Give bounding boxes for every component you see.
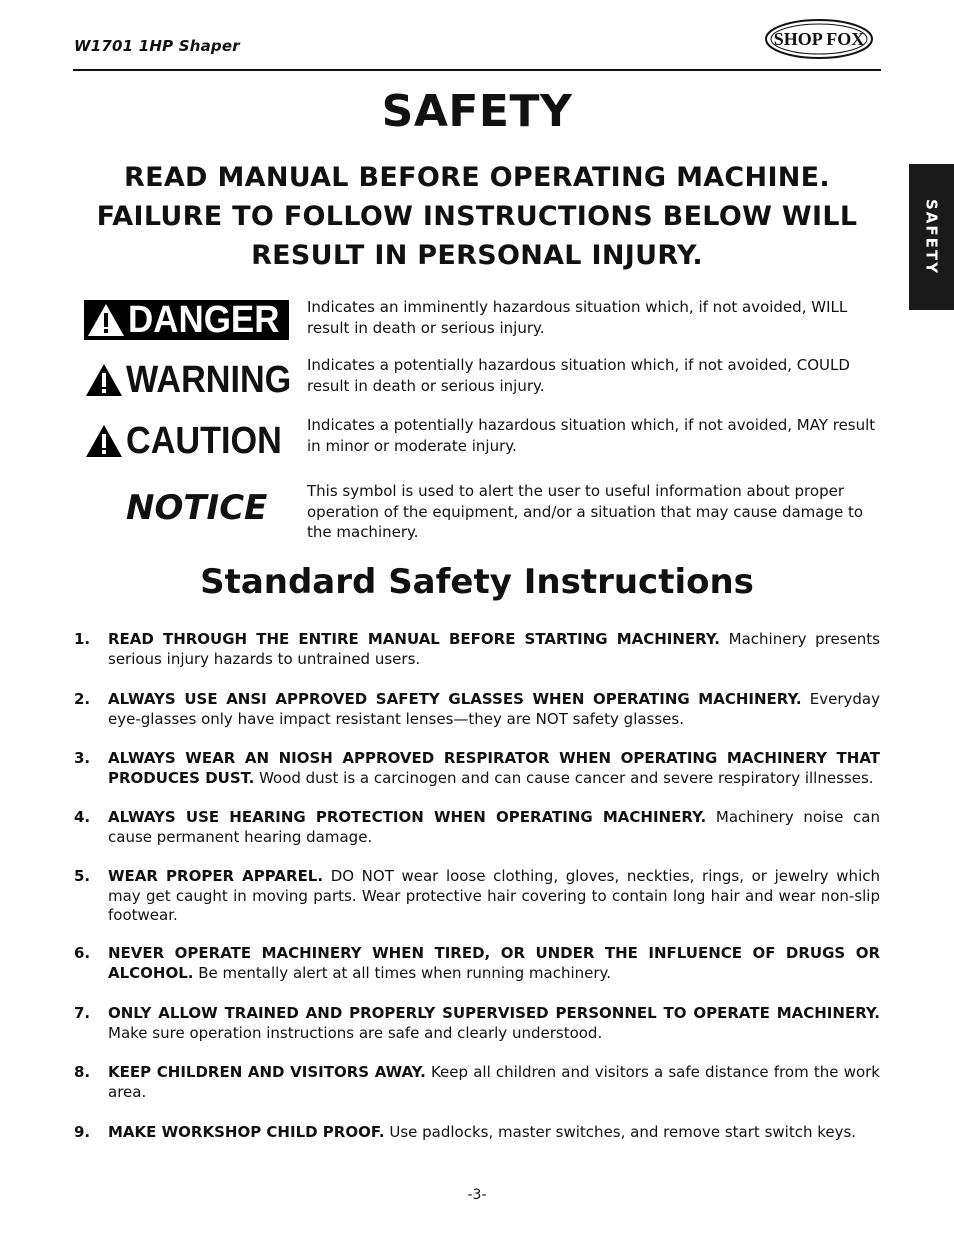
- read-manual-warning: [90, 158, 864, 275]
- side-tab-label: SAFETY: [922, 199, 941, 275]
- list-item: 9. MAKE WORKSHOP CHILD PROOF. Use padlocks, master switches, and remove start switch keys.: [74, 1123, 857, 1141]
- danger-label: [84, 298, 294, 342]
- notice-label: NOTICE: [126, 488, 268, 528]
- section-side-tab[interactable]: [909, 164, 954, 310]
- warning-triangle-icon: [84, 423, 124, 459]
- caution-label: CAUTION: [84, 419, 294, 463]
- warning-triangle-icon: [84, 362, 124, 398]
- page-title: SAFETY: [381, 86, 573, 137]
- list-item: 2. ALWAYS USE ANSI APPROVED SAFETY GLASSES WHEN OPERATING MACHINERY. Everyday eye-glasses only have impact resistant lenses—they are NOT safety glasses.: [74, 690, 880, 728]
- list-item: 8. KEEP CHILDREN AND VISITORS AWAY. Keep all children and visitors a safe distance from the work area.: [74, 1063, 880, 1101]
- danger-description: Indicates an imminently hazardous situation which, if not avoided, WILL result in death or serious injury.: [307, 298, 848, 337]
- manual-title: W1701 1HP Shaper: [74, 37, 240, 55]
- list-item: 6. NEVER OPERATE MACHINERY WHEN TIRED, OR UNDER THE INFLUENCE OF DRUGS OR ALCOHOL. Be mentally alert at all times when running machinery.: [74, 944, 880, 982]
- list-item: 4. ALWAYS USE HEARING PROTECTION WHEN OPERATING MACHINERY. Machinery noise can cause permanent hearing damage.: [74, 808, 880, 846]
- danger-signal-word: DANGER: [84, 300, 289, 340]
- warning-line: READ MANUAL BEFORE OPERATING MACHINE.: [124, 162, 830, 193]
- list-item: 3. ALWAYS WEAR AN NIOSH APPROVED RESPIRATOR WHEN OPERATING MACHINERY THAT PRODUCES DUST. Wood dust is a carcinogen and can cause cancer and severe respiratory illnesses.: [74, 749, 880, 787]
- warning-description: Indicates a potentially hazardous situation which, if not avoided, COULD result in death or serious injury.: [307, 356, 850, 395]
- header-divider: [73, 69, 881, 71]
- page-number: -3-: [467, 1187, 487, 1203]
- section-title: Standard Safety Instructions: [200, 562, 754, 602]
- warning-line: FAILURE TO FOLLOW INSTRUCTIONS BELOW WILL: [96, 201, 858, 232]
- logo-wordmark: SHOP FOX: [773, 29, 865, 49]
- list-item: 5. WEAR PROPER APPAREL. DO NOT wear loose clothing, gloves, neckties, rings, or jewelry which may get caught in moving parts. Wear protective hair covering to contain long hair and wear non-slip footwear.: [74, 867, 880, 924]
- caution-description: Indicates a potentially hazardous situation which, if not avoided, MAY result in minor or moderate injury.: [307, 416, 876, 455]
- list-item: 1. READ THROUGH THE ENTIRE MANUAL BEFORE STARTING MACHINERY. Machinery presents serious injury hazards to untrained users.: [74, 630, 880, 668]
- list-item: 7. ONLY ALLOW TRAINED AND PROPERLY SUPERVISED PERSONNEL TO OPERATE MACHINERY. Make sure operation instructions are safe and clearly understood.: [74, 1004, 880, 1042]
- notice-description: This symbol is used to alert the user to useful information about proper operation of the equipment, and/or a situation that may cause damage to the machinery.: [307, 482, 864, 541]
- warning-line: RESULT IN PERSONAL INJURY.: [251, 240, 703, 271]
- warning-label: WARNING: [84, 358, 294, 402]
- warning-triangle-icon: [86, 302, 126, 338]
- shop-fox-logo: [764, 18, 874, 60]
